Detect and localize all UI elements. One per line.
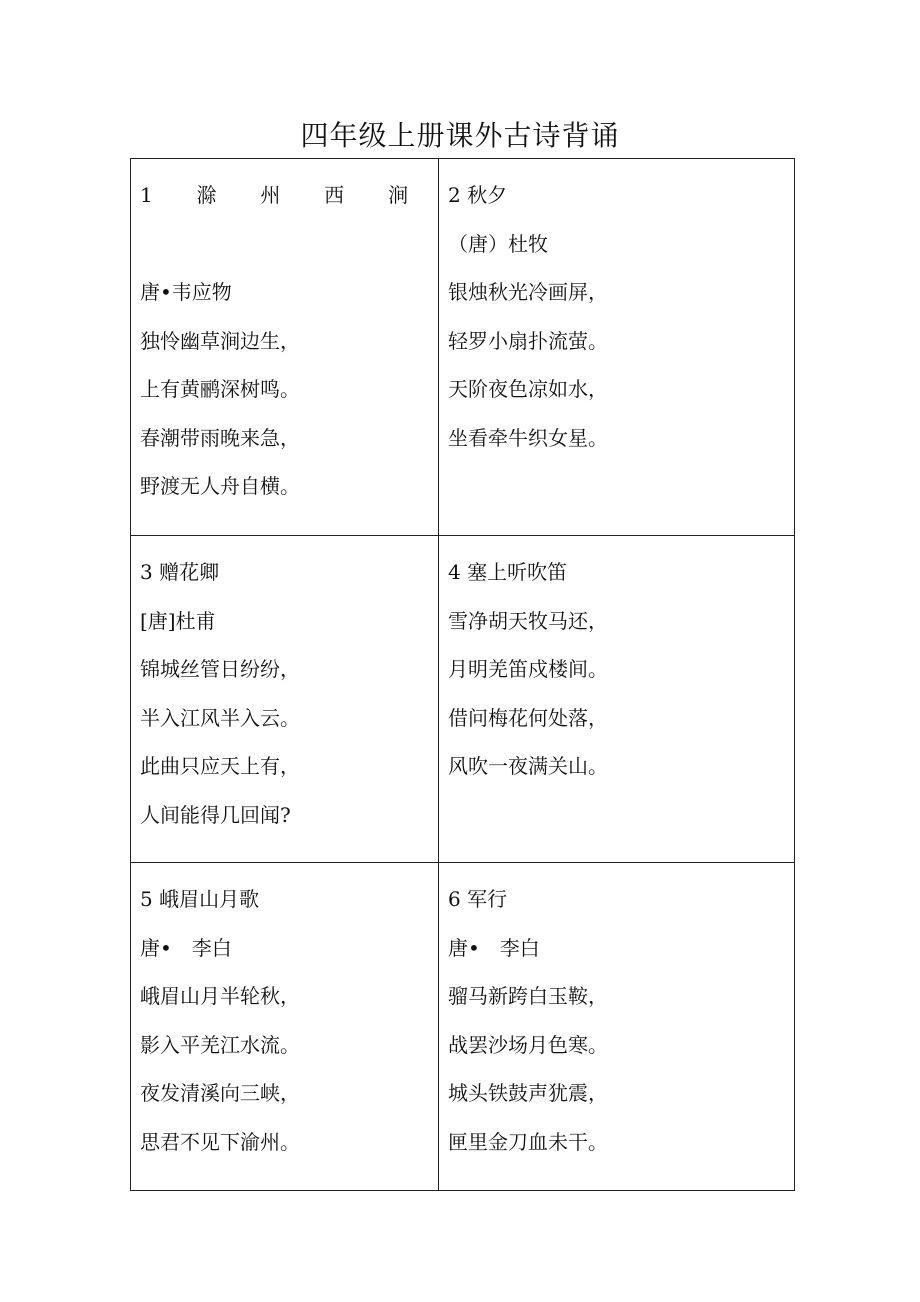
poem-line: 半入江风半入云。 <box>140 705 300 730</box>
poem-cell-4 <box>439 536 795 863</box>
poem-line: 风吹一夜满关山。 <box>448 754 608 778</box>
poem-line: 银烛秋光冷画屏， <box>448 280 608 304</box>
poem-cell-5 <box>131 863 439 1191</box>
poem-line: 春潮带雨晚来急， <box>140 425 300 450</box>
poem-line: 坐看牵牛织女星。 <box>448 425 608 450</box>
poem-line: 影入平羌江水流。 <box>140 1032 300 1057</box>
poem-cell-2 <box>439 159 795 536</box>
table-row <box>131 159 795 536</box>
poem-title-char: 州 <box>260 183 281 207</box>
page-title: 四年级上册课外古诗背诵 <box>300 119 620 152</box>
poem-title: 2 秋夕 <box>448 183 508 207</box>
poem-table <box>130 158 795 1191</box>
poem-title <box>140 171 408 220</box>
poem-author: 唐• 李白 <box>448 935 540 960</box>
poem-cell-3 <box>131 536 439 863</box>
poem-author: 唐• 李白 <box>140 935 232 960</box>
poem-line: 锦城丝管日纷纷， <box>140 657 300 681</box>
poem-line: 此曲只应天上有， <box>140 754 300 778</box>
poem-line: 借问梅花何处落， <box>448 705 608 730</box>
poem-title-char: 西 <box>324 183 345 207</box>
poem-title: 4 塞上听吹笛 <box>448 560 568 584</box>
poem-line: 匣里金刀血未干。 <box>448 1129 608 1154</box>
poem-line: 骝马新跨白玉鞍， <box>448 984 608 1008</box>
poem-line: 独怜幽草涧边生， <box>140 328 300 353</box>
poem-line: 战罢沙场月色寒。 <box>448 1032 608 1057</box>
poem-author: （唐）杜牧 <box>448 231 548 256</box>
poem-author: 唐•韦应物 <box>140 280 232 304</box>
poem-line: 思君不见下渝州。 <box>140 1129 300 1154</box>
poem-title-char: 滁 <box>196 183 217 207</box>
poem-line: 人间能得几回闻? <box>140 802 291 827</box>
poem-cell-1 <box>131 159 439 536</box>
poem-line: 轻罗小扇扑流萤。 <box>448 328 608 353</box>
poem-title: 3 赠花卿 <box>140 560 220 584</box>
poem-line: 天阶夜色凉如水， <box>448 377 608 401</box>
poem-line: 野渡无人舟自横。 <box>140 474 300 498</box>
blank-line <box>140 220 428 269</box>
poem-title: 6 军行 <box>448 887 508 911</box>
table-row <box>131 863 795 1191</box>
poem-cell-6 <box>439 863 795 1191</box>
poem-line: 峨眉山月半轮秋， <box>140 984 300 1008</box>
poem-line: 上有黄鹂深树鸣。 <box>140 377 300 401</box>
poem-line: 城头铁鼓声犹震， <box>448 1081 608 1105</box>
poem-title: 5 峨眉山月歌 <box>140 887 260 911</box>
poem-title-char: 1 <box>140 183 153 207</box>
table-row <box>131 536 795 863</box>
poem-title-char: 涧 <box>387 183 408 207</box>
poem-line: 雪净胡天牧马还， <box>448 608 608 633</box>
poem-line: 月明羌笛戍楼间。 <box>448 657 608 681</box>
poem-author: [唐]杜甫 <box>140 608 216 633</box>
poem-line: 夜发清溪向三峡， <box>140 1081 300 1105</box>
